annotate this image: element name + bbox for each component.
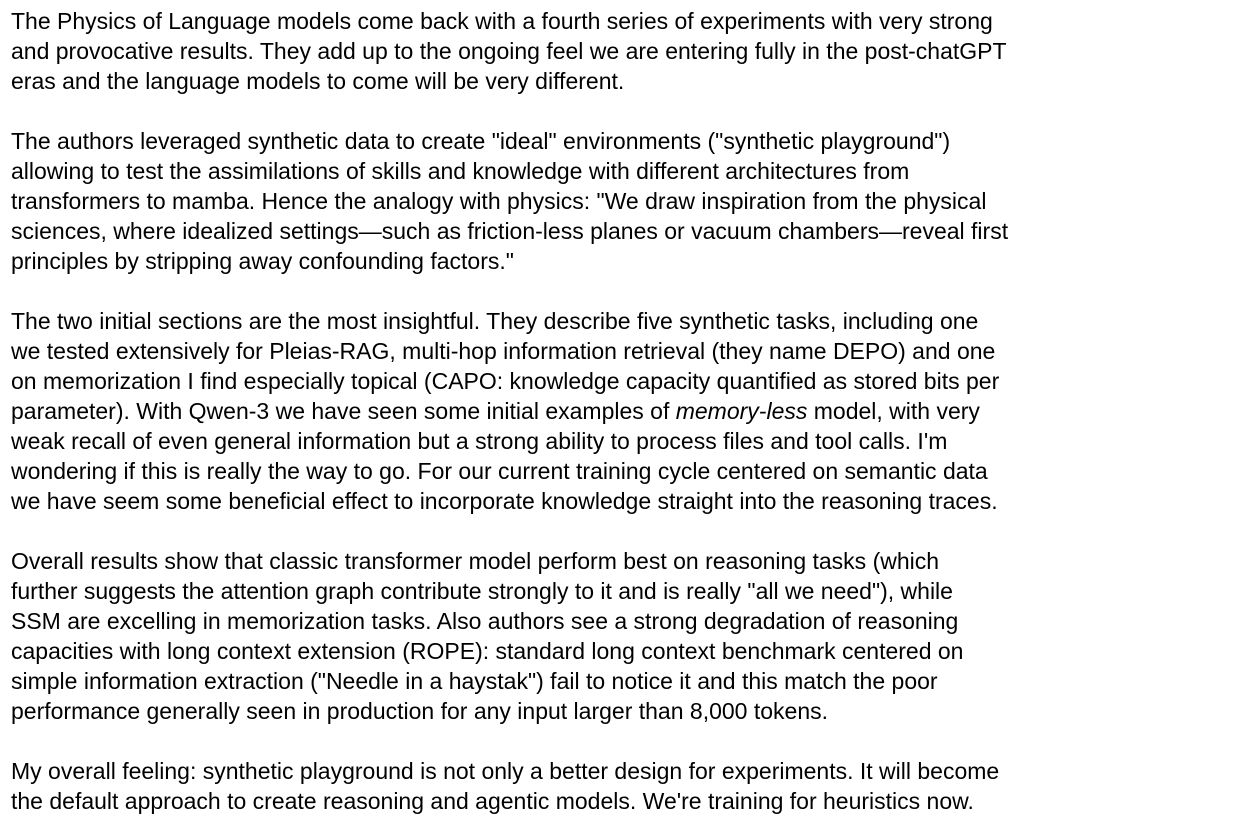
text-line: allowing to test the assimilations of skills and knowledge with different architectures from: [11, 158, 910, 184]
text-line: further suggests the attention graph contribute strongly to it and is really "all we need"), while: [11, 578, 953, 604]
paragraph-2: [11, 126, 1224, 276]
text-line: the default approach to create reasoning and agentic models. We're training for heuristics now.: [11, 788, 974, 814]
text-line: on memorization I find especially topical (CAPO: knowledge capacity quantified as stored bits per: [11, 368, 1000, 394]
text-segment: model, with very: [807, 398, 980, 424]
text-segment: parameter). With Qwen-3 we have seen some initial examples of: [11, 398, 676, 424]
text-line: weak recall of even general information but a strong ability to process files and tool calls. I'm: [11, 428, 948, 454]
paragraph-1: [11, 6, 1224, 96]
paragraph-5: [11, 756, 1224, 816]
text-line: eras and the language models to come will be very different.: [11, 68, 625, 94]
text-line: Overall results show that classic transformer model perform best on reasoning tasks (which: [11, 548, 940, 574]
text-line: SSM are excelling in memorization tasks. Also authors see a strong degradation of reasoning: [11, 608, 959, 634]
paragraph-3: [11, 306, 1224, 516]
text-line: principles by stripping away confounding factors.": [11, 248, 514, 274]
text-line: we have seem some beneficial effect to incorporate knowledge straight into the reasoning traces.: [11, 488, 998, 514]
text-line: The authors leveraged synthetic data to create "ideal" environments ("synthetic playground"): [11, 128, 951, 154]
text-line: and provocative results. They add up to the ongoing feel we are entering fully in the post-chatGPT: [11, 38, 1007, 64]
text-line: The two initial sections are the most insightful. They describe five synthetic tasks, including one: [11, 308, 979, 334]
text-line: The Physics of Language models come back with a fourth series of experiments with very strong: [11, 8, 993, 34]
text-line: simple information extraction ("Needle in a haystak") fail to notice it and this match the poor: [11, 668, 938, 694]
text-line: My overall feeling: synthetic playground is not only a better design for experiments. It will become: [11, 758, 1000, 784]
text-line: we tested extensively for Pleias-RAG, multi-hop information retrieval (they name DEPO) and one: [11, 338, 996, 364]
paragraph-4: [11, 546, 1224, 726]
text-line: wondering if this is really the way to go. For our current training cycle centered on semantic data: [11, 458, 988, 484]
text-line: capacities with long context extension (ROPE): standard long context benchmark centered on: [11, 638, 964, 664]
emphasis-text: memory-less: [675, 398, 808, 424]
text-line: sciences, where idealized settings—such as friction-less planes or vacuum chambers—reveal first: [11, 218, 1009, 244]
text-line-with-emphasis: [11, 396, 1224, 426]
text-line: transformers to mamba. Hence the analogy with physics: "We draw inspiration from the physical: [11, 188, 987, 214]
text-line: performance generally seen in production for any input larger than 8,000 tokens.: [11, 698, 829, 724]
